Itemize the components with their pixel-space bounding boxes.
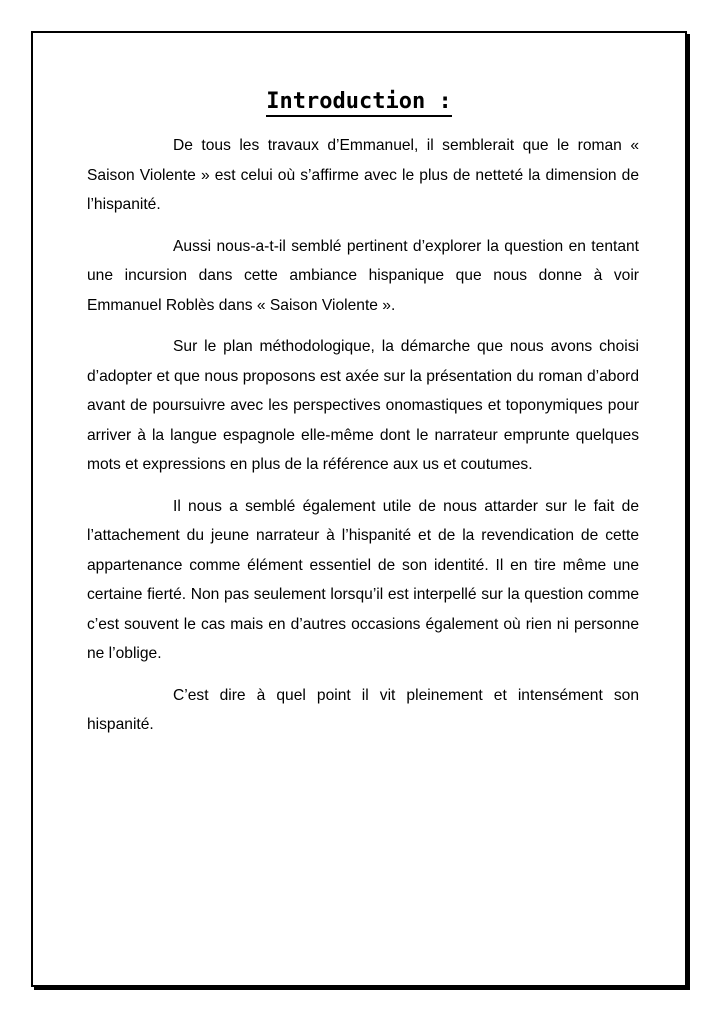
paragraph-2: Aussi nous-a-t-il semblé pertinent d’explorer la question en tentant une incursion dans cette ambiance hispanique que nous donne à voir Emmanuel Roblès dans « Saison Violente ». <box>87 237 639 314</box>
paragraph-1: De tous les travaux d’Emmanuel, il semblerait que le roman « Saison Violente » est celui où s’affirme avec le plus de netteté la dimension de l’hispanité. <box>87 137 639 213</box>
paragraph-4: Il nous a semblé également utile de nous attarder sur le fait de l’attachement du jeune narrateur à l’hispanité et de la revendication de cette appartenance comme élément essentiel de son identité. Il en tire même une certaine fierté. Non pas seulement lorsqu’il est interpellé sur la question comme c’est souvent le cas mais en d’autres occasions également où rien ni personne ne l’oblige. <box>87 497 639 662</box>
paragraph-5: C’est dire à quel point il vit pleinement et intensément son hispanité. <box>87 686 639 733</box>
page-title <box>33 89 685 115</box>
paragraph-3: Sur le plan méthodologique, la démarche que nous avons choisi d’adopter et que nous proposons est axée sur la présentation du roman d’abord avant de poursuivre avec les perspectives onomastiques et toponymiques pour arriver à la langue espagnole elle-même dont le narrateur emprunte quelques mots et expressions en plus de la référence aux us et coutumes. <box>87 338 639 473</box>
page-frame <box>31 31 687 987</box>
body-text <box>87 131 639 752</box>
page-title-text: Introduction : <box>266 89 451 117</box>
